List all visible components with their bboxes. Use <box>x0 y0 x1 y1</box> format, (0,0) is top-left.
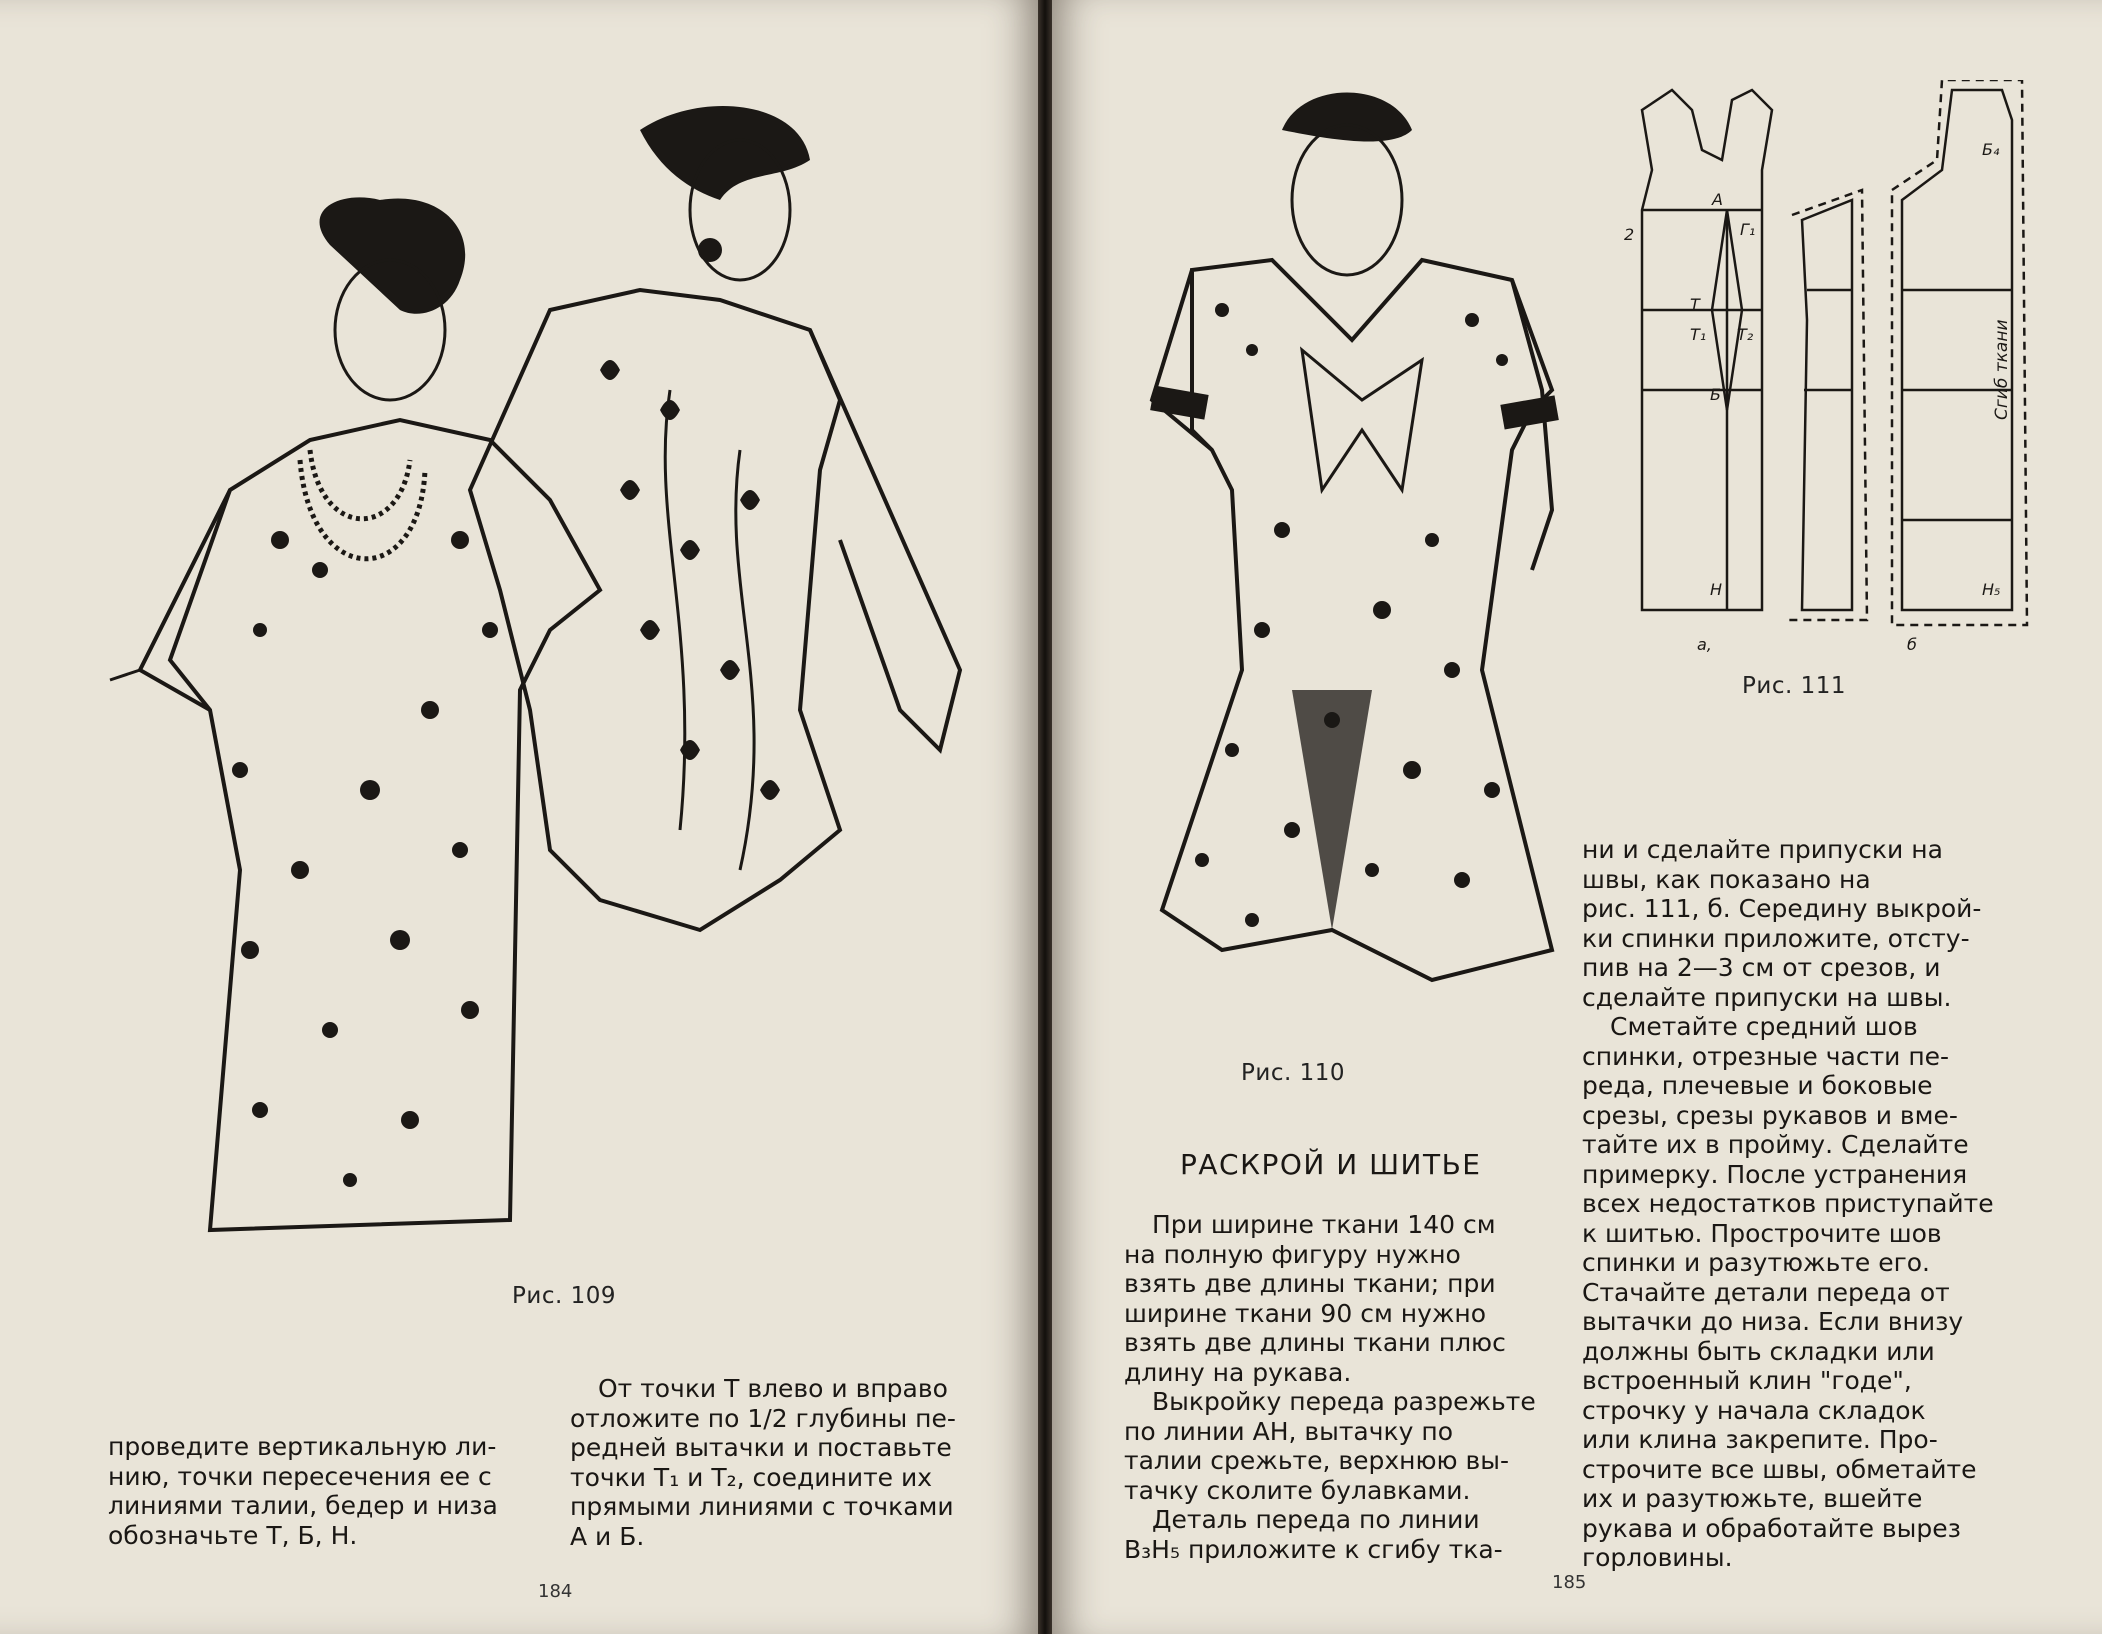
right-page-left-column <box>1124 1210 1554 1564</box>
figure-110-illustration <box>1132 70 1592 1030</box>
left-page-column-2 <box>570 1374 1010 1551</box>
text-line: тачку сколите булавками. <box>1124 1475 1471 1505</box>
text-line: линиями талии, бедер и низа <box>108 1491 498 1520</box>
text-line: ки спинки приложите, отсту- <box>1582 923 1970 953</box>
pattern-fold-label: Сгиб ткани <box>1992 319 2012 420</box>
text-line: реда, плечевые и боковые <box>1582 1071 1933 1100</box>
left-page <box>0 0 1038 1634</box>
page-number-185: 185 <box>1552 1572 1587 1593</box>
text-line: прямыми линиями с точками <box>570 1492 954 1521</box>
text-line: или клина закрепите. Про- <box>1582 1425 1938 1454</box>
text-line: обозначьте Т, Б, Н. <box>108 1520 358 1550</box>
text-line: Деталь переда по линии <box>1152 1505 1480 1534</box>
text-line: рис. 111, б. Середину выкрой- <box>1582 894 1982 923</box>
figure-110-caption: Рис. 110 <box>1241 1060 1345 1086</box>
text-line: В₃Н₅ приложите к сгибу тка- <box>1124 1534 1503 1564</box>
text-line: всех недостатков приступайте <box>1582 1189 1994 1218</box>
text-line: к шитью. Прострочите шов <box>1582 1218 1942 1248</box>
text-line: встроенный клин "годе", <box>1582 1366 1912 1395</box>
text-line: точки Т₁ и Т₂, соедините их <box>570 1462 933 1492</box>
pattern-label-a: А <box>1712 190 1723 209</box>
right-page <box>1052 0 2102 1634</box>
fashion-sketch-109 <box>80 70 1020 1290</box>
figure-111-pattern-draft <box>1572 80 2072 660</box>
right-page-right-column <box>1582 835 2032 1573</box>
pattern-label-t2: Т₂ <box>1737 325 1754 344</box>
text-line: А и Б. <box>570 1521 645 1551</box>
section-title: РАСКРОЙ И ШИТЬЕ <box>1180 1148 1482 1181</box>
pattern-label-b: Б <box>1710 385 1721 404</box>
fashion-sketch-110 <box>1132 70 1592 1030</box>
text-line: талии срежьте, верхнюю вы- <box>1124 1446 1510 1475</box>
text-line: строчите все швы, обметайте <box>1582 1454 1977 1484</box>
page-number-184: 184 <box>538 1581 573 1602</box>
text-line: швы, как показано на <box>1582 864 1871 894</box>
left-page-column-1 <box>108 1432 540 1550</box>
text-line: должны быть складки или <box>1582 1336 1935 1366</box>
pattern-label-b4: Б₄ <box>1982 140 2000 159</box>
book-spine <box>1038 0 1052 1634</box>
pattern-label-t: Т <box>1690 295 1700 314</box>
text-line: строчку у начала складок <box>1582 1395 1926 1425</box>
text-line: спинки и разутюжьте его. <box>1582 1248 1930 1277</box>
figure-111-caption: Рис. 111 <box>1742 673 1846 699</box>
text-line: по линии АН, вытачку по <box>1124 1416 1454 1446</box>
text-line: вытачки до низа. Если внизу <box>1582 1307 1964 1336</box>
text-line: нию, точки пересечения ее с <box>108 1461 492 1491</box>
text-line: взять две длины ткани; при <box>1124 1269 1496 1298</box>
text-line: отложите по 1/2 глубины пе- <box>570 1403 956 1433</box>
figure-109-illustration <box>80 70 1020 1290</box>
text-line: ни и сделайте припуски на <box>1582 835 1943 864</box>
text-line: Сметайте средний шов <box>1610 1012 1918 1041</box>
pattern-label-t1: Т₁ <box>1690 325 1707 344</box>
pattern-sub-a: а, <box>1697 635 1712 654</box>
pattern-sub-b: б <box>1907 635 1917 654</box>
pattern-label-g1: Г₁ <box>1740 220 1756 239</box>
text-line: От точки Т влево и вправо <box>598 1374 948 1403</box>
text-line: Стачайте детали переда от <box>1582 1277 1950 1307</box>
text-line: редней вытачки и поставьте <box>570 1433 952 1462</box>
text-line: на полную фигуру нужно <box>1124 1239 1461 1269</box>
text-line: спинки, отрезные части пе- <box>1582 1041 1950 1071</box>
text-line: Выкройку переда разрежьте <box>1152 1387 1536 1416</box>
text-line: рукава и обработайте вырез <box>1582 1513 1961 1543</box>
text-line: ширине ткани 90 см нужно <box>1124 1298 1487 1328</box>
figure-109-caption: Рис. 109 <box>512 1283 616 1309</box>
text-line: примерку. После устранения <box>1582 1159 1968 1189</box>
text-line: срезы, срезы рукавов и вме- <box>1582 1100 1958 1130</box>
text-line: сделайте припуски на швы. <box>1582 982 1952 1012</box>
pattern-label-2: 2 <box>1624 225 1635 244</box>
pattern-label-h5: Н₅ <box>1982 580 2001 599</box>
text-line: взять две длины ткани плюс <box>1124 1328 1506 1357</box>
text-line: длину на рукава. <box>1124 1357 1352 1387</box>
text-line: тайте их в пройму. Сделайте <box>1582 1130 1969 1159</box>
text-line: пив на 2—3 см от срезов, и <box>1582 953 1941 982</box>
pattern-label-h: Н <box>1710 580 1723 599</box>
text-line: горловины. <box>1582 1543 1733 1572</box>
text-line: При ширине ткани 140 см <box>1152 1210 1496 1239</box>
text-line: проведите вертикальную ли- <box>108 1432 497 1461</box>
text-line: их и разутюжьте, вшейте <box>1582 1484 1923 1513</box>
